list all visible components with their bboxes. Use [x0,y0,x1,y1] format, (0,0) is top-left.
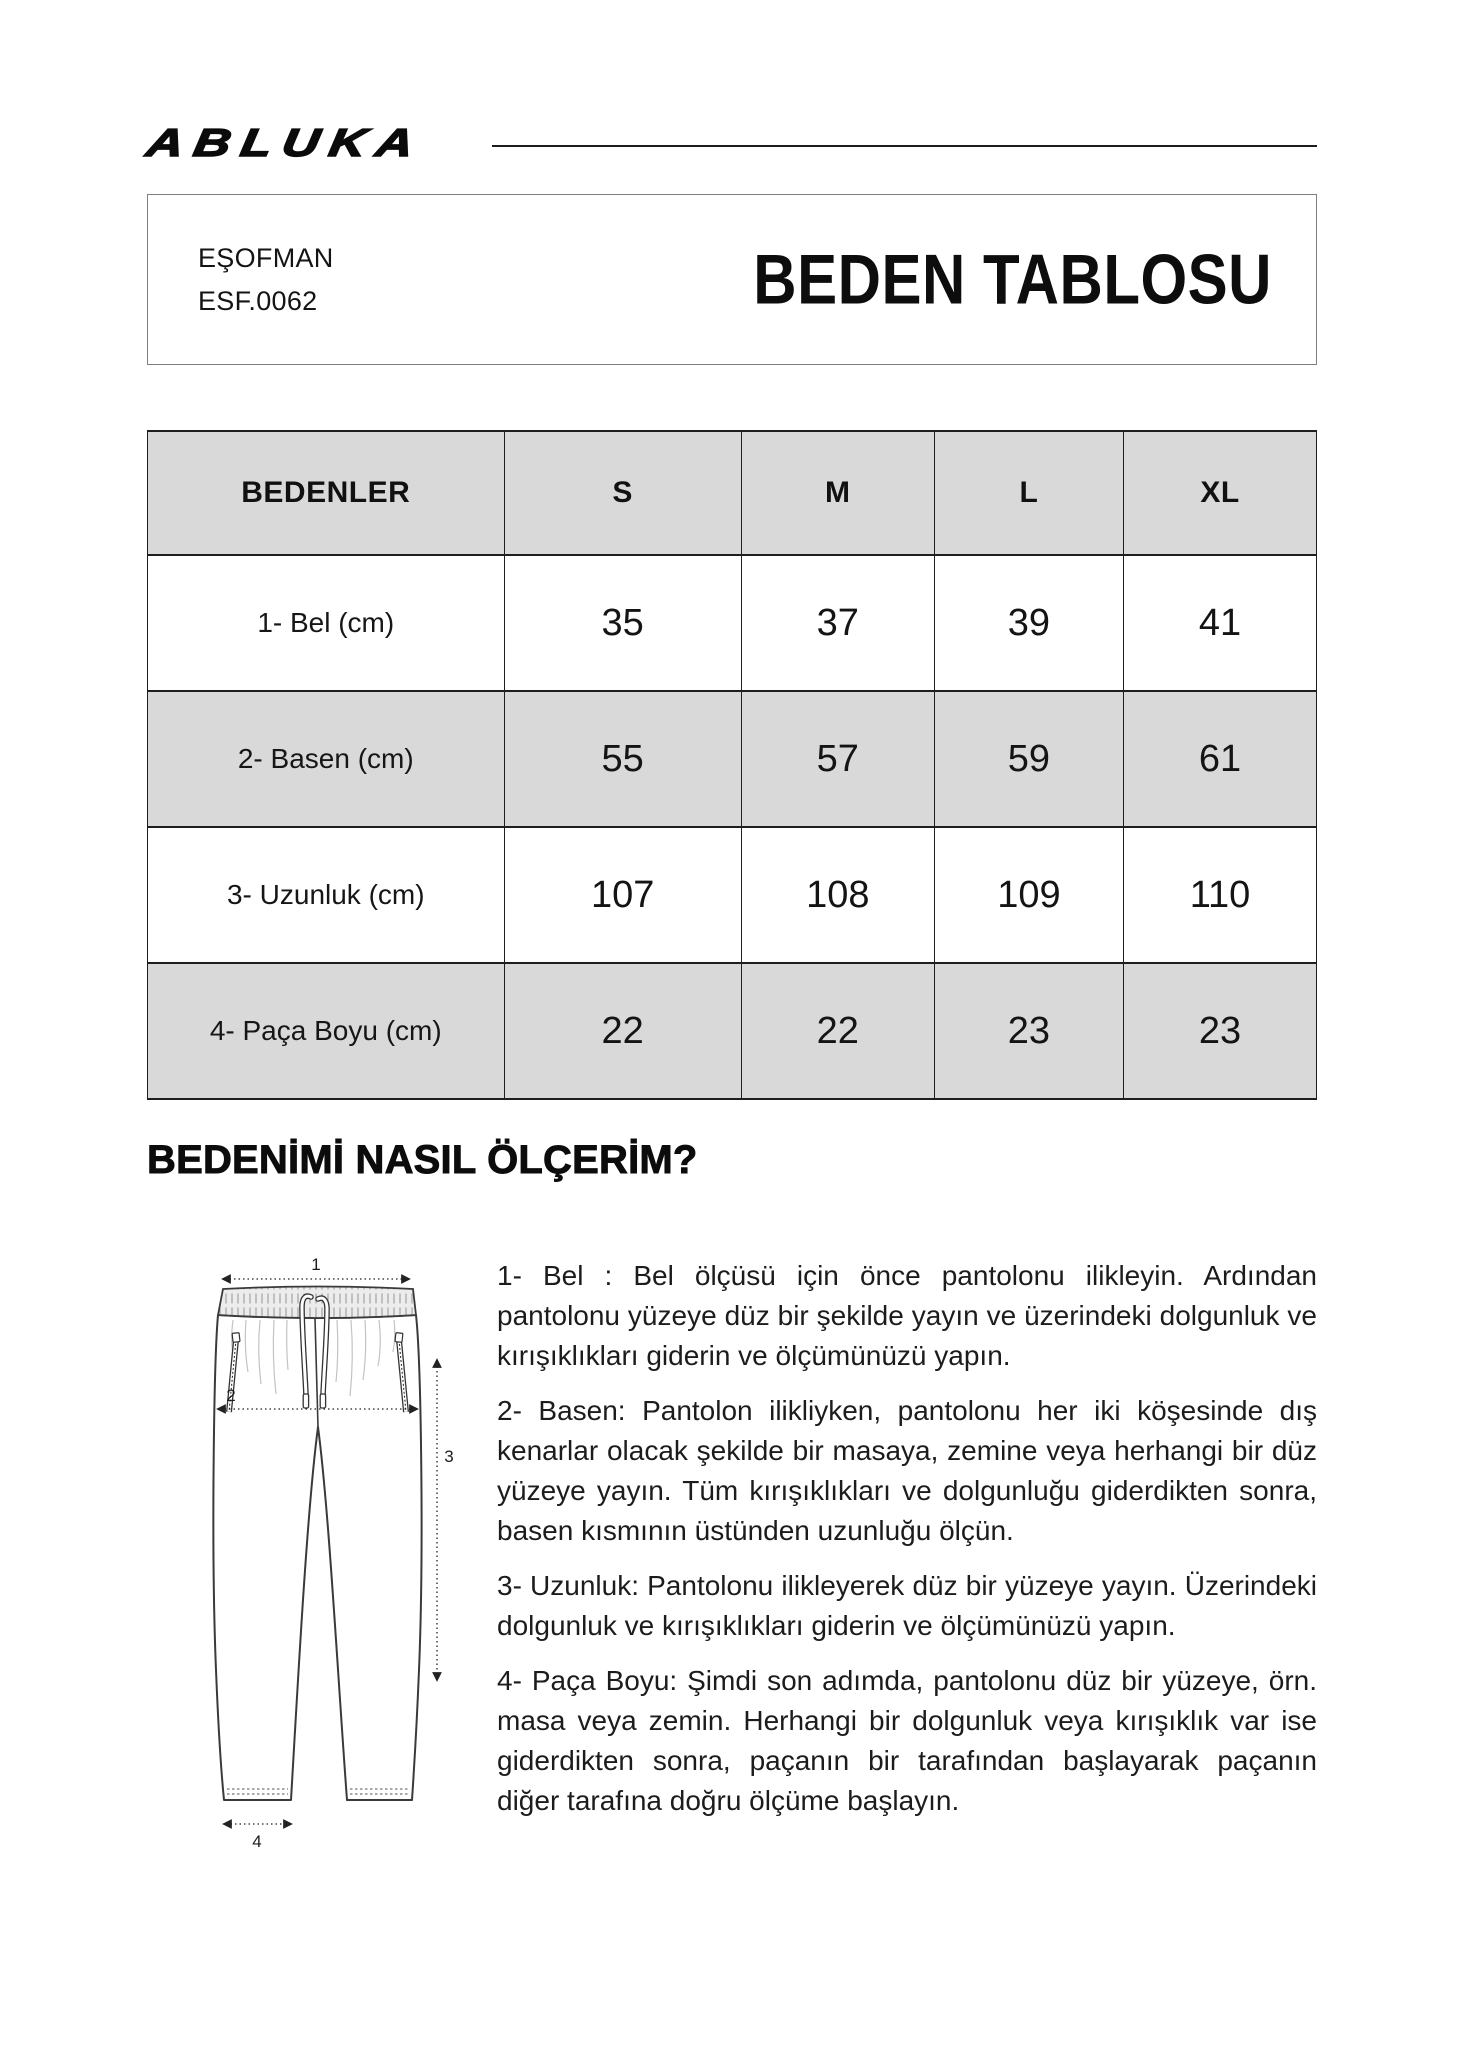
cell-uzunluk-l: 109 [934,827,1123,963]
diagram-label-hem: 4 [252,1832,262,1850]
cell-bel-l: 39 [934,555,1123,691]
column-header-s: S [504,431,741,555]
row-label-paca-boyu: 4- Paça Boyu (cm) [148,963,505,1099]
table-row [148,963,1317,1099]
page-title: BEDEN TABLOSU [753,239,1272,320]
column-header-bedenler: BEDENLER [148,431,505,555]
cell-uzunluk-s: 107 [504,827,741,963]
cell-basen-xl: 61 [1124,691,1317,827]
table-row [148,555,1317,691]
product-sku-label: ESF.0062 [198,285,318,316]
cell-paca-m: 22 [741,963,934,1099]
table-header-row [148,431,1317,555]
instruction-paca-boyu: 4- Paça Boyu: Şimdi son adımda, pantolonu düz bir yüzeye, örn. masa veya zemin. Herhangi bir dolgunluk veya kırışıklık var ise giderdikten sonra, paçanın bir tarafından başlayarak paçanın diğer tarafına doğru ölçüme başlayın. [497,1665,1317,1816]
row-label-uzunluk: 3- Uzunluk (cm) [148,827,505,963]
instruction-basen: 2- Basen: Pantolon ilikliyken, pantolonu her iki köşesinde dış kenarlar olacak şekilde bir masaya, zemine veya herhangi bir düz yüzeye yayın. Tüm kırışıklıkları ve dolgunluğu giderdikten sonra, basen kısmının üstünden uzunluğu ölçün. [497,1395,1317,1546]
measure-instructions [497,1256,1317,1836]
section-heading: BEDENİMİ NASIL ÖLÇERİM? [147,1138,698,1182]
table-row [148,691,1317,827]
measure-guide-section [147,1250,1317,1970]
header-divider-line [492,145,1317,147]
diagram-label-waist: 1 [311,1255,321,1274]
diagram-label-length: 3 [444,1447,454,1466]
brand-logo: ABLUKA [143,122,428,165]
cell-basen-s: 55 [504,691,741,827]
diagram-label-hip: 2 [226,1386,236,1405]
column-header-xl: XL [1124,431,1317,555]
waistband [218,1287,416,1319]
cell-bel-xl: 41 [1124,555,1317,691]
instruction-bel: 1- Bel : Bel ölçüsü için önce pantolonu ilikleyin. Ardından pantolonu yüzeye düz bir şekilde yayın ve üzerindeki dolgunluk ve kırışıklıkları giderin ve ölçümünüzü yapın. [497,1260,1317,1371]
pants-diagram [205,1250,455,1850]
row-label-basen: 2- Basen (cm) [148,691,505,827]
pants-technical-drawing-icon [205,1250,455,1850]
product-code-block [198,237,334,323]
cell-basen-m: 57 [741,691,934,827]
cell-uzunluk-xl: 110 [1124,827,1317,963]
title-box [147,194,1317,365]
cell-paca-s: 22 [504,963,741,1099]
cell-paca-xl: 23 [1124,963,1317,1099]
cell-bel-s: 35 [504,555,741,691]
row-label-bel: 1- Bel (cm) [148,555,505,691]
cell-bel-m: 37 [741,555,934,691]
column-header-l: L [934,431,1123,555]
column-header-m: M [741,431,934,555]
size-table [147,430,1317,1100]
cell-uzunluk-m: 108 [741,827,934,963]
brand-header [143,122,1317,166]
cell-basen-l: 59 [934,691,1123,827]
cell-paca-l: 23 [934,963,1123,1099]
instruction-uzunluk: 3- Uzunluk: Pantolonu ilikleyerek düz bir yüzeye yayın. Üzerindeki dolgunluk ve kırışıklıkları giderin ve ölçümünüzü yapın. [497,1570,1317,1641]
table-row [148,827,1317,963]
product-type-label: EŞOFMAN [198,242,334,273]
